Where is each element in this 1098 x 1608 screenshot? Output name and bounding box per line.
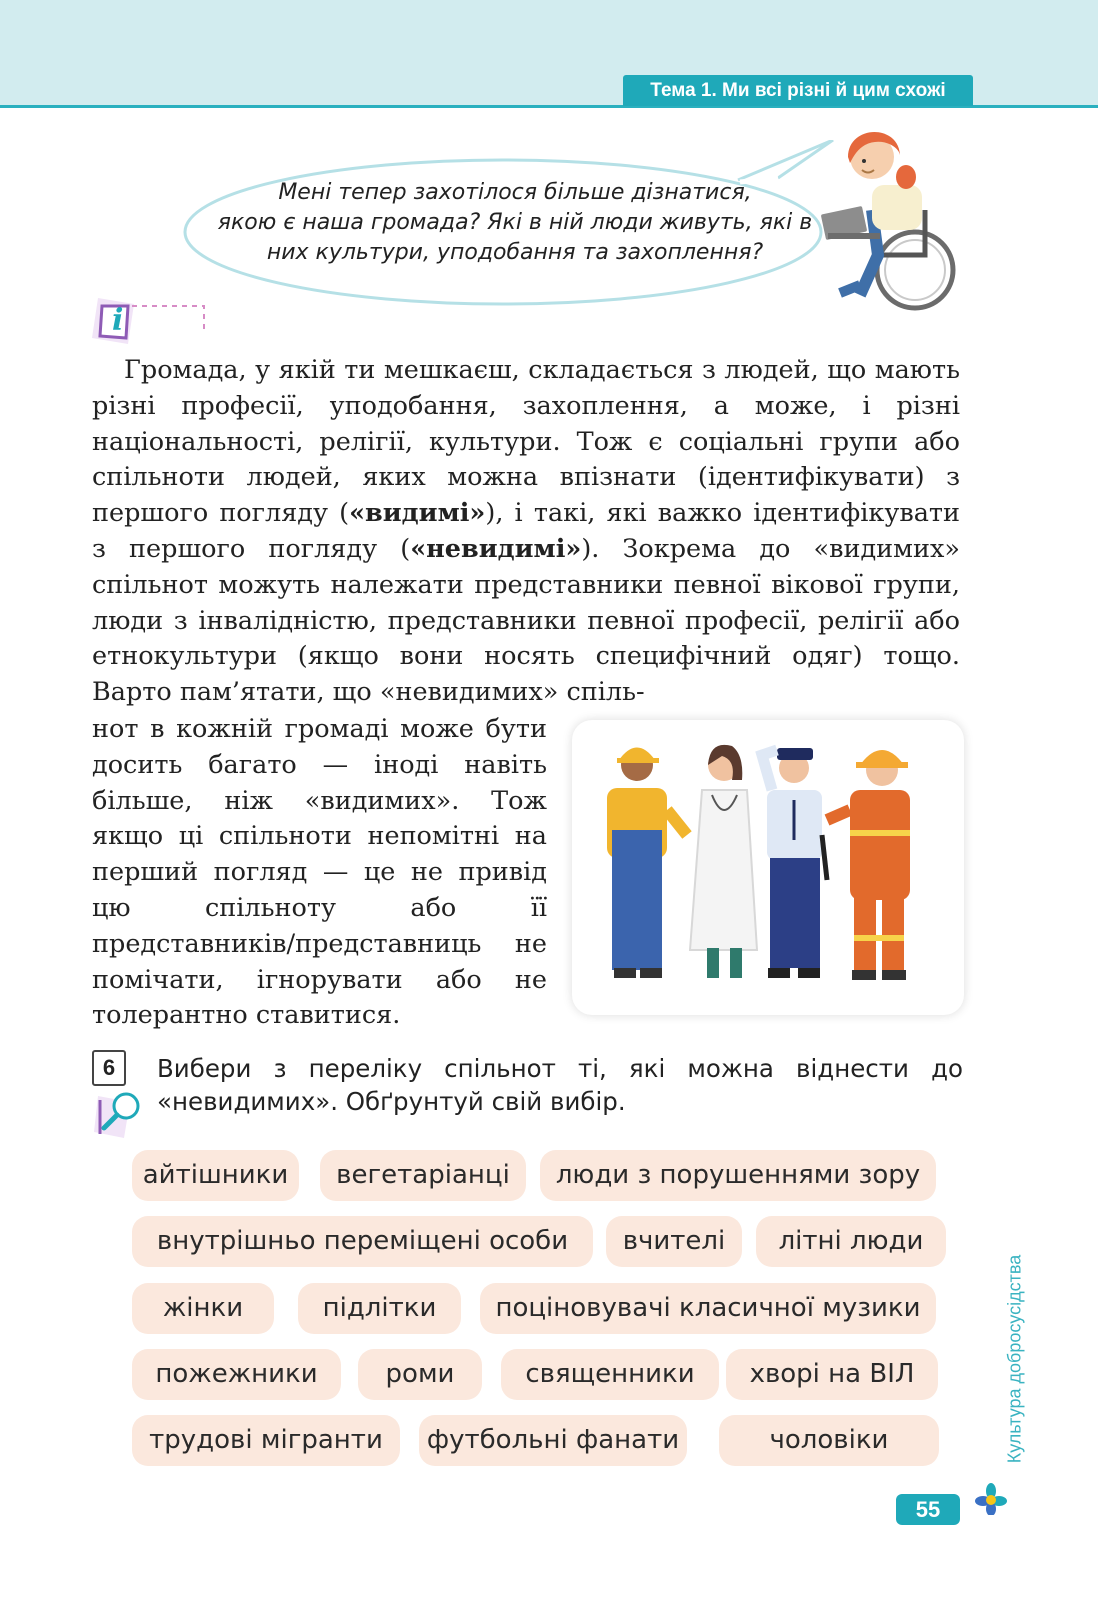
chip-item: футбольні фанати <box>419 1415 687 1466</box>
chip-item: хворі на ВІЛ <box>726 1349 938 1400</box>
girl-wheelchair-illustration <box>820 115 970 315</box>
flower-icon <box>975 1483 1007 1515</box>
chip-item: айтішники <box>132 1150 299 1201</box>
chip-item: підлітки <box>298 1283 461 1334</box>
section-side-label <box>1001 1245 1029 1473</box>
bubble-line: них культури, уподобання та захоплення? <box>266 240 764 265</box>
speech-bubble-text <box>200 178 830 268</box>
main-paragraph-text: Громада, у якій ти мешкаєш, складається з людей, що мають різні професії, уподобання, захоплення, а може, і різні національності, релігії, культури. Тож є соціальні групи або спільноти людей, яких можна впізнати (ідентифікувати) з першого погляду ( <box>92 355 960 529</box>
main-paragraph-text: ). Зокрема до «видимих» спільнот можуть належати представники певної вікової групи, люди з інвалідністю, представники певної професії, релігії або етнокультури (якщо вони носять специфічний одяг) тощо. Варто пам’ятати, що «невидимих» спіль- <box>92 533 960 708</box>
narrow-paragraph-text: нот в кожній громаді може бути досить багато — іноді навіть більше, ніж «видимих». Тож якщо ці спільноти непомітні на перший погляд — це не привід цю спільноту або її представників/представниць не помічати, ігнорувати або не толерантно ставитися. <box>92 714 547 1031</box>
narrow-paragraph <box>92 712 547 1034</box>
page-number: 55 <box>896 1494 960 1525</box>
magnifier-icon <box>92 1088 148 1138</box>
chip-item: люди з порушеннями зору <box>540 1150 936 1201</box>
task-number: 6 <box>92 1050 126 1086</box>
chip-item: внутрішньо переміщені особи <box>132 1216 593 1267</box>
worker-figure <box>607 748 687 979</box>
chip-item: вчителі <box>606 1216 742 1267</box>
chip-item: трудові мігранти <box>132 1415 400 1466</box>
professions-illustration-card <box>572 720 964 1015</box>
main-paragraph-text: ), і такі, які важко ідентифікувати з першого погляду ( <box>92 498 961 564</box>
chip-item: роми <box>358 1349 482 1400</box>
police-figure <box>762 748 827 978</box>
task-text: Вибери з переліку спільнот ті, які можна віднести до «невидимих». Обґрунтуй свій вибір. <box>157 1054 963 1116</box>
term-visible: «видимі» <box>349 498 486 529</box>
doctor-figure <box>690 745 757 978</box>
bubble-line: якою є наша громада? Які в ній люди живуть, які в <box>217 210 813 235</box>
firefighter-figure <box>827 750 910 980</box>
theme-label: Тема 1. Ми всі різні й цим схожі <box>623 75 973 106</box>
chip-item: чоловіки <box>719 1415 939 1466</box>
info-icon-letter: i <box>112 303 124 338</box>
chip-item: жінки <box>132 1283 274 1334</box>
chip-item: літні люди <box>756 1216 946 1267</box>
bubble-line: Мені тепер захотілося більше дізнатися, <box>278 180 752 205</box>
term-invisible: «невидимі» <box>410 533 582 564</box>
main-paragraph <box>92 353 960 711</box>
chip-item: священники <box>501 1349 719 1400</box>
chip-item: пожежники <box>132 1349 341 1400</box>
chip-item: поціновувачі класичної музики <box>480 1283 936 1334</box>
side-label-text: Культура добросусідства <box>1004 1254 1025 1464</box>
chip-item: вегетаріанці <box>320 1150 526 1201</box>
professions-illustration <box>572 720 964 1015</box>
info-icon <box>88 290 208 346</box>
